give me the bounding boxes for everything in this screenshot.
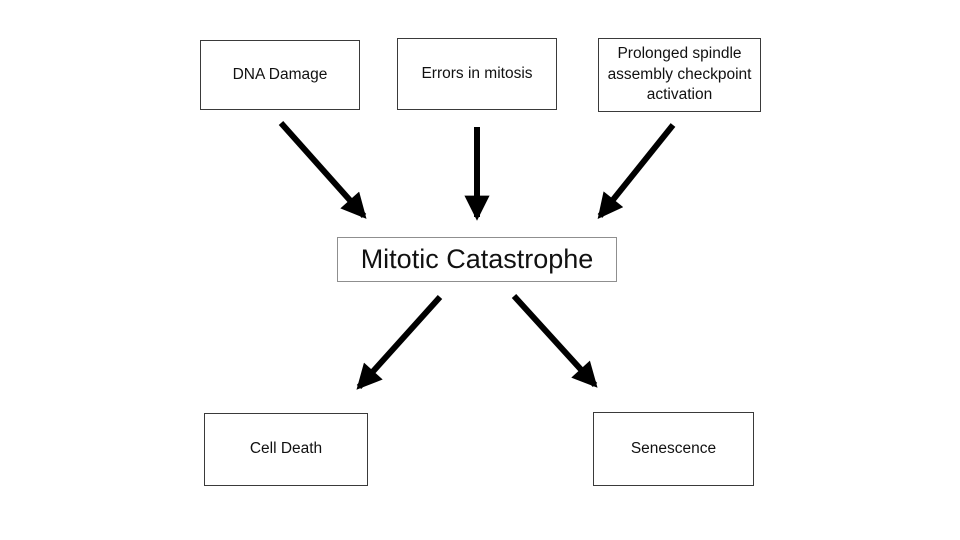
node-errors-in-mitosis <box>397 38 557 110</box>
node-dna-damage-label: DNA Damage <box>232 65 328 83</box>
arrow-spindle_checkpoint-to-mitotic_catastrophe <box>600 125 673 216</box>
node-mitotic-catastrophe <box>337 237 617 282</box>
node-spindle-checkpoint-label: Prolonged spindle assembly checkpoint activation <box>607 44 752 104</box>
node-dna-damage <box>200 40 360 110</box>
node-cell-death <box>204 413 368 486</box>
arrow-mitotic_catastrophe-to-cell_death <box>359 297 440 387</box>
arrow-dna_damage-to-mitotic_catastrophe <box>281 123 364 216</box>
arrow-mitotic_catastrophe-to-senescence <box>514 296 595 385</box>
node-spindle-checkpoint <box>598 38 761 112</box>
node-errors-in-mitosis-label: Errors in mitosis <box>421 64 533 82</box>
node-cell-death-label: Cell Death <box>249 440 323 458</box>
node-senescence-label: Senescence <box>630 439 717 457</box>
node-mitotic-catastrophe-label: Mitotic Catastrophe <box>360 244 594 275</box>
node-senescence <box>593 412 754 486</box>
